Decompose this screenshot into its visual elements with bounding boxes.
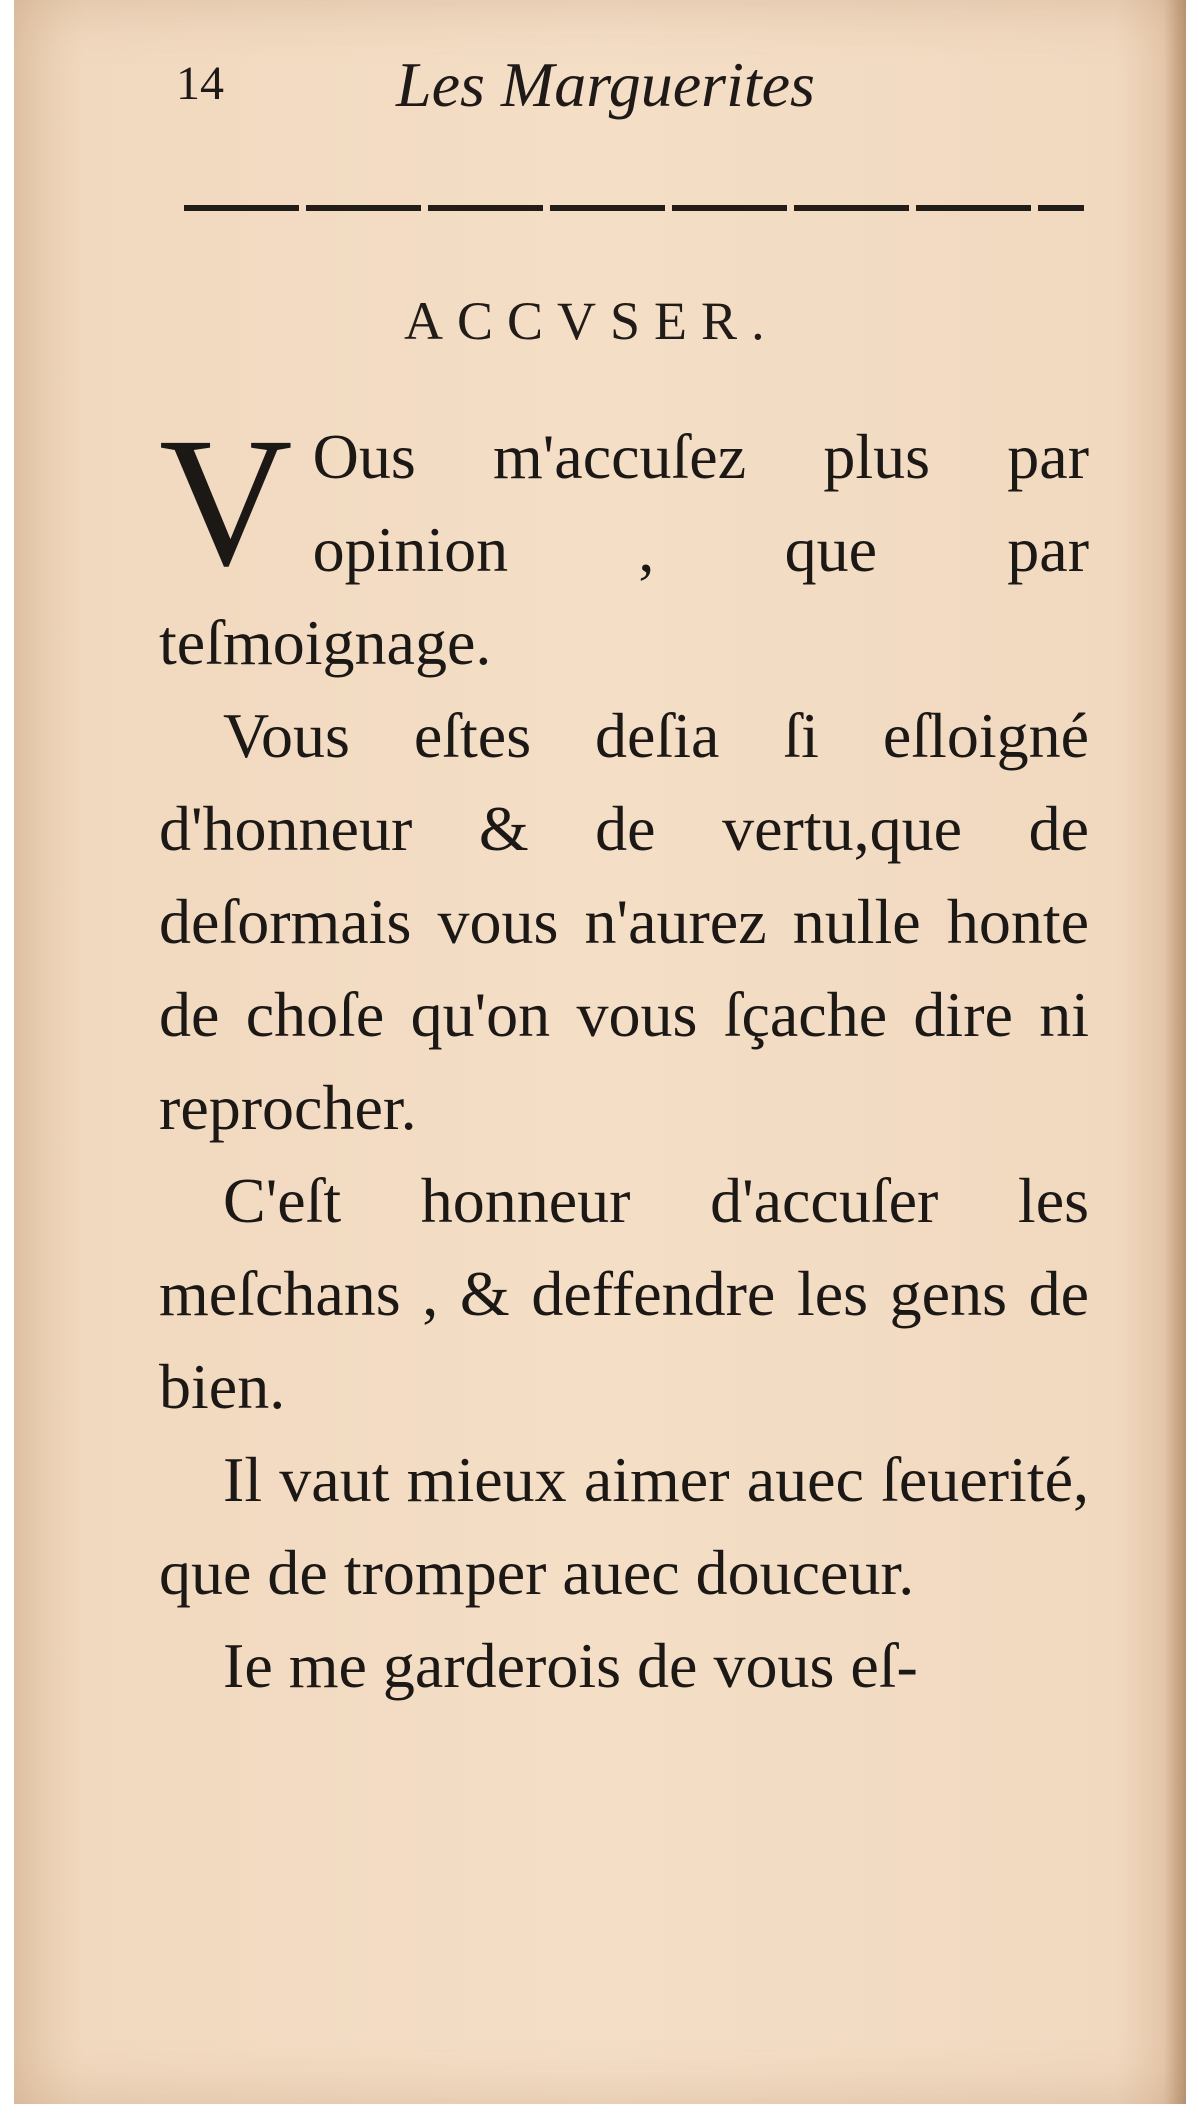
drop-cap: V xyxy=(159,400,293,605)
running-title: Les Marguerites xyxy=(396,49,815,120)
page-number: 14 xyxy=(176,57,224,110)
paragraph-3: C'eſt honneur d'accuſer les meſchans , & deffendre les gens de bien. xyxy=(159,1165,1089,1422)
catchword-mark xyxy=(934,1770,1034,1786)
running-head xyxy=(176,48,956,128)
paragraph-4: Il vaut mieux aimer auec ſeuerité, que de tromper auec douceur. xyxy=(159,1444,1089,1608)
page-edge-shadow xyxy=(1164,0,1186,2104)
paragraph-5: Ie me garderois de vous eſ- xyxy=(223,1630,918,1701)
paragraph-1-text: Ous m'accuſez plus par opinion , que par teſmoignage. xyxy=(159,421,1089,678)
body-text xyxy=(159,400,1089,1712)
paragraph-2: Vous eſtes deſia ſi eſloigné d'honneur & de vertu,que de deſormais vous n'aurez nulle honte de choſe qu'on vous ſçache dire ni reprocher. xyxy=(159,700,1089,1143)
section-heading: ACCVSER. xyxy=(404,291,779,351)
header-rule xyxy=(184,205,1084,211)
paragraph-1 xyxy=(159,400,1089,689)
book-page xyxy=(14,0,1186,2104)
